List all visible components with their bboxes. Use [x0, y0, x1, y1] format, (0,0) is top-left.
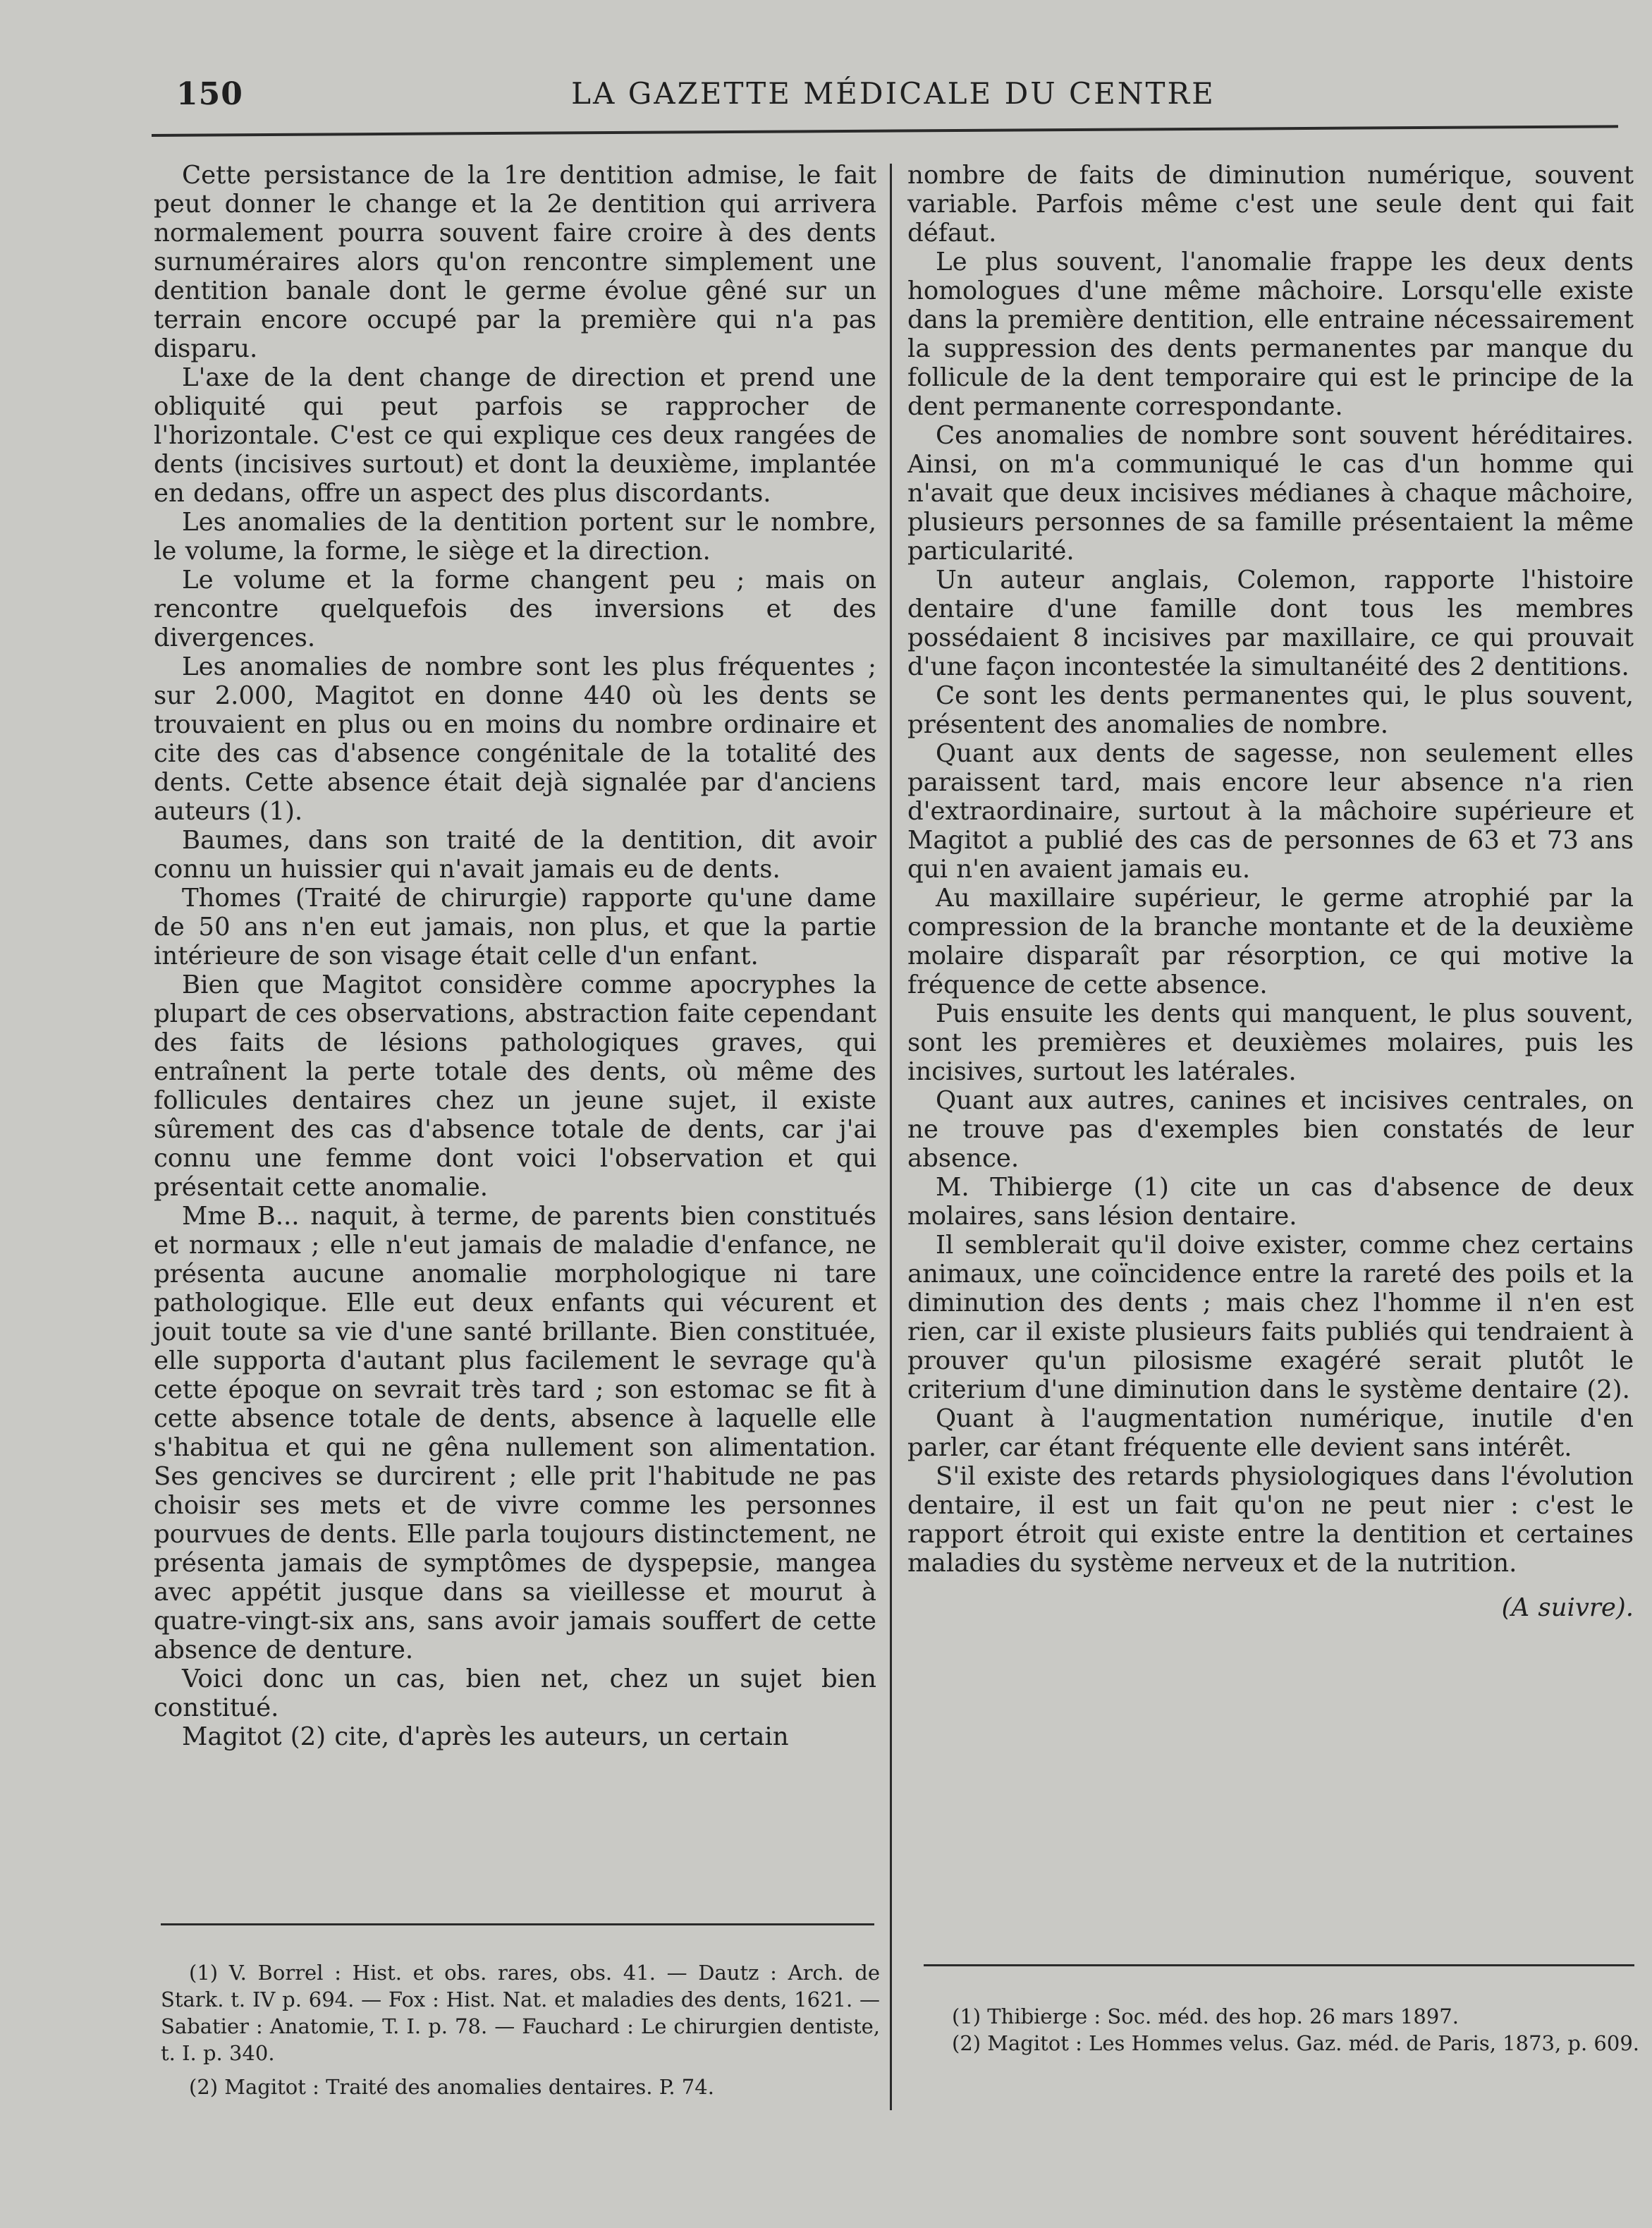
page-header — [164, 76, 1623, 121]
paragraph: Les anomalies de nombre sont les plus fréquentes ; sur 2.000, Magitot en donne 440 où les dents se trouvaient en plus ou en moins du nombre ordinaire et cite des cas d'absence congénitale de la totalité des dents. Cette absence était dejà signalée par d'anciens auteurs (1). — [154, 652, 876, 826]
paragraph: Quant à l'augmentation numérique, inutile d'en parler, car étant fréquente elle devient sans intérêt. — [907, 1404, 1634, 1462]
running-title: LA GAZETTE MÉDICALE DU CENTRE — [571, 76, 1216, 111]
paragraph: Le volume et la forme changent peu ; mais on rencontre quelquefois des inversions et des divergences. — [154, 566, 876, 652]
footnote: (1) Thibierge : Soc. méd. des hop. 26 mars 1897. — [952, 2004, 1459, 2028]
paragraph: Quant aux dents de sagesse, non seulement elles paraissent tard, mais encore leur absence n'a rien d'extraordinaire, surtout à la mâchoire supérieure et Magitot a publié des cas de personnes de 63 et 73 ans qui n'en avaient jamais eu. — [907, 739, 1634, 884]
paragraph: Ces anomalies de nombre sont souvent héréditaires. Ainsi, on m'a communiqué le cas d'un homme qui n'avait que deux incisives médianes à chaque mâchoire, plusieurs personnes de sa famille présentaient la même particularité. — [907, 421, 1634, 566]
footnotes-right — [924, 2003, 1643, 2057]
footnote-rule-left — [161, 1923, 874, 1925]
footnote-rule-right — [924, 1964, 1634, 1966]
paragraph: S'il existe des retards physiologiques dans l'évolution dentaire, il est un fait qu'on ne peut nier : c'est le rapport étroit qui existe entre la dentition et certaines maladies du système nerveux et de la nutrition. — [907, 1462, 1634, 1578]
paragraph: Baumes, dans son traité de la dentition, dit avoir connu un huissier qui n'avait jamais eu de dents. — [154, 826, 876, 884]
paragraph: Un auteur anglais, Colemon, rapporte l'histoire dentaire d'une famille dont tous les membres possédaient 8 incisives par maxillaire, ce qui prouvait d'une façon incontestée la simultanéité des 2 dentitions. — [907, 566, 1634, 681]
column-divider — [890, 164, 892, 2110]
paragraph: Thomes (Traité de chirurgie) rapporte qu'une dame de 50 ans n'en eut jamais, non plus, et que la partie intérieure de son visage était celle d'un enfant. — [154, 884, 876, 970]
header-rule — [152, 125, 1618, 137]
paragraph: Cette persistance de la 1re dentition admise, le fait peut donner le change et la 2e dentition qui arrivera normalement pourra souvent faire croire à des dents surnuméraires alors qu'on rencontre simplement une dentition banale dont le germe évolue gêné sur un terrain encore occupé par la première qui n'a pas disparu. — [154, 161, 876, 363]
paragraph: Bien que Magitot considère comme apocryphes la plupart de ces observations, abstraction faite cependant des faits de lésions pathologiques graves, qui entraînent la perte totale des dents, où même des follicules dentaires chez un jeune sujet, il existe sûrement des cas d'absence totale de dents, car j'ai connu une femme dont voici l'observation et qui présentait cette anomalie. — [154, 970, 876, 1202]
paragraph: M. Thibierge (1) cite un cas d'absence de deux molaires, sans lésion dentaire. — [907, 1173, 1634, 1231]
paragraph: Voici donc un cas, bien net, chez un sujet bien constitué. — [154, 1664, 876, 1722]
paragraph: Les anomalies de la dentition portent sur le nombre, le volume, la forme, le siège et la direction. — [154, 508, 876, 566]
paragraph: nombre de faits de diminution numérique, souvent variable. Parfois même c'est une seule dent qui fait défaut. — [907, 161, 1634, 248]
paragraph: Le plus souvent, l'anomalie frappe les deux dents homologues d'une même mâchoire. Lorsqu'elle existe dans la première dentition, elle entraine nécessairement la suppression des dents permanentes par manque du follicule de la dent temporaire qui est le principe de la dent permanente correspondante. — [907, 248, 1634, 421]
footnote: (2) Magitot : Les Hommes velus. Gaz. méd. de Paris, 1873, p. 609. — [952, 2031, 1639, 2055]
left-column — [154, 161, 876, 1751]
paragraph: L'axe de la dent change de direction et prend une obliquité qui peut parfois se rapprocher de l'horizontale. C'est ce qui explique ces deux rangées de dents (incisives surtout) et dont la deuxième, implantée en dedans, offre un aspect des plus discordants. — [154, 363, 876, 508]
to-be-continued: (A suivre). — [1501, 1593, 1634, 1622]
paragraph: Mme B... naquit, à terme, de parents bien constitués et normaux ; elle n'eut jamais de maladie d'enfance, ne présenta aucune anomalie morphologique ni tare pathologique. Elle eut deux enfants qui vécurent et jouit toute sa vie d'une santé brillante. Bien constituée, elle supporta d'autant plus facilement le sevrage qu'à cette époque on sevrait très tard ; son estomac se fit à cette absence totale de dents, absence à laquelle elle s'habitua et qui ne gêna nullement son alimentation. Ses gencives se durcirent ; elle prit l'habitude ne pas choisir ses mets et de vivre comme les personnes pourvues de dents. Elle parla toujours distinctement, ne présenta jamais de symptômes de dyspepsie, mangea avec appétit jusque dans sa vieillesse et mourut à quatre-vingt-six ans, sans avoir jamais souffert de cette absence de denture. — [154, 1202, 876, 1664]
paragraph: Il semblerait qu'il doive exister, comme chez certains animaux, une coïncidence entre la rareté des poils et la diminution des dents ; mais chez l'homme il n'en est rien, car il existe plusieurs faits publiés qui tendraient à prouver qu'un pilosisme exagéré serait plutôt le criterium d'une diminution dans le système dentaire (2). — [907, 1231, 1634, 1404]
footnotes-left — [161, 1959, 880, 2100]
paragraph: Magitot (2) cite, d'après les auteurs, un certain — [182, 1722, 789, 1751]
page-number: 150 — [176, 76, 243, 112]
paragraph: Ce sont les dents permanentes qui, le plus souvent, présentent des anomalies de nombre. — [907, 681, 1634, 739]
footnote: (2) Magitot : Traité des anomalies dentaires. P. 74. — [189, 2075, 714, 2099]
footnote: (1) V. Borrel : Hist. et obs. rares, obs. 41. — Dautz : Arch. de Stark. t. IV p. 694. — Fox : Hist. Nat. et maladies des dents, 1621. — Sabatier : Anatomie, T. I. p. 78. — Fauchard : Le chirurgien dentiste, t. I. p. 340. — [161, 1961, 880, 2065]
paragraph: Quant aux autres, canines et incisives centrales, on ne trouve pas d'exemples bien constatés de leur absence. — [907, 1086, 1634, 1173]
paragraph: Puis ensuite les dents qui manquent, le plus souvent, sont les premières et deuxièmes molaires, puis les incisives, surtout les latérales. — [907, 999, 1634, 1086]
paragraph: Au maxillaire supérieur, le germe atrophié par la compression de la branche montante et de la deuxième molaire disparaît par résorption, ce qui motive la fréquence de cette absence. — [907, 884, 1634, 999]
right-column — [907, 161, 1634, 1622]
